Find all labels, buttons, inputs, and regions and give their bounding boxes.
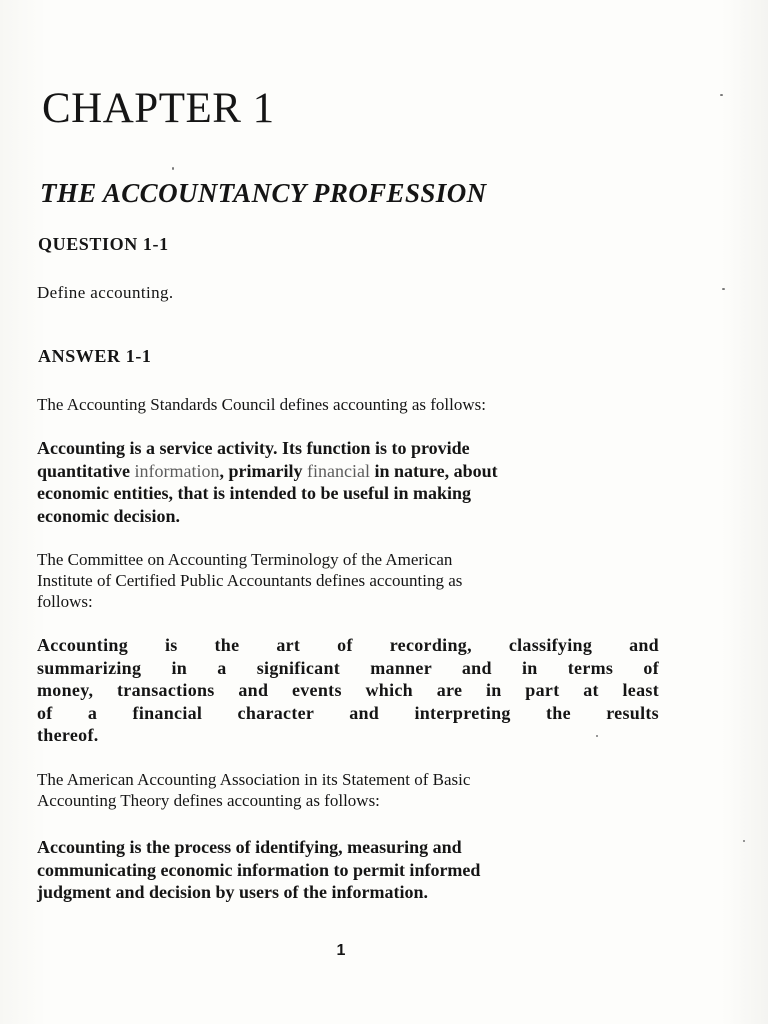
page-number: 1 xyxy=(336,942,346,959)
section-title: THE ACCOUNTANCY PROFESSION xyxy=(40,178,487,208)
paper-speck xyxy=(596,735,598,737)
answer-label: ANSWER 1-1 xyxy=(38,346,152,366)
question-text: Define accounting. xyxy=(37,283,174,302)
text-line xyxy=(37,460,659,483)
text-line: The American Accounting Association in its Statement of Basic xyxy=(37,770,471,789)
faded-word: information xyxy=(134,460,220,481)
text-line: economic entities, that is intended to be useful in making xyxy=(37,483,472,503)
text-line: The Committee on Accounting Terminology of the American xyxy=(37,550,453,569)
text-line: Institute of Certified Public Accountants defines accounting as xyxy=(37,571,463,590)
text-segment: quantitative xyxy=(37,460,135,481)
text-line: thereof. xyxy=(37,725,99,745)
text-line: The Accounting Standards Council defines accounting as follows: xyxy=(37,395,486,414)
text-line: of a financial character and interpreting the results xyxy=(37,702,659,723)
text-line: economic decision. xyxy=(37,505,180,526)
question-label: QUESTION 1-1 xyxy=(38,234,169,254)
text-line: follows: xyxy=(37,592,93,611)
paper-speck xyxy=(720,94,723,96)
text-line: Accounting is the art of recording, classifying and xyxy=(37,635,659,655)
text-line: summarizing in a significant manner and in terms of xyxy=(37,657,659,678)
definition-2 xyxy=(37,634,659,747)
paper-speck xyxy=(172,167,174,170)
text-segment: , primarily xyxy=(219,460,307,481)
faded-word: financial xyxy=(307,460,370,481)
paper-speck xyxy=(743,840,745,842)
text-line: Accounting is the process of identifying, measuring and xyxy=(37,837,462,857)
paper-speck xyxy=(722,288,725,290)
answer-intro-2 xyxy=(37,549,659,612)
text-line: Accounting is a service activity. Its function is to provide xyxy=(37,438,470,458)
text-line: communicating economic information to permit informed xyxy=(37,859,481,880)
chapter-title: CHAPTER 1 xyxy=(42,85,275,132)
answer-intro-1 xyxy=(37,394,659,415)
text-segment: in nature, about xyxy=(369,460,498,481)
answer-intro-3 xyxy=(37,769,659,811)
text-line: judgment and decision by users of the information. xyxy=(37,882,429,902)
text-line: money, transactions and events which are in part at least xyxy=(37,680,659,700)
definition-3 xyxy=(37,836,659,904)
definition-1 xyxy=(37,437,659,527)
text-line: Accounting Theory defines accounting as follows: xyxy=(37,791,380,810)
